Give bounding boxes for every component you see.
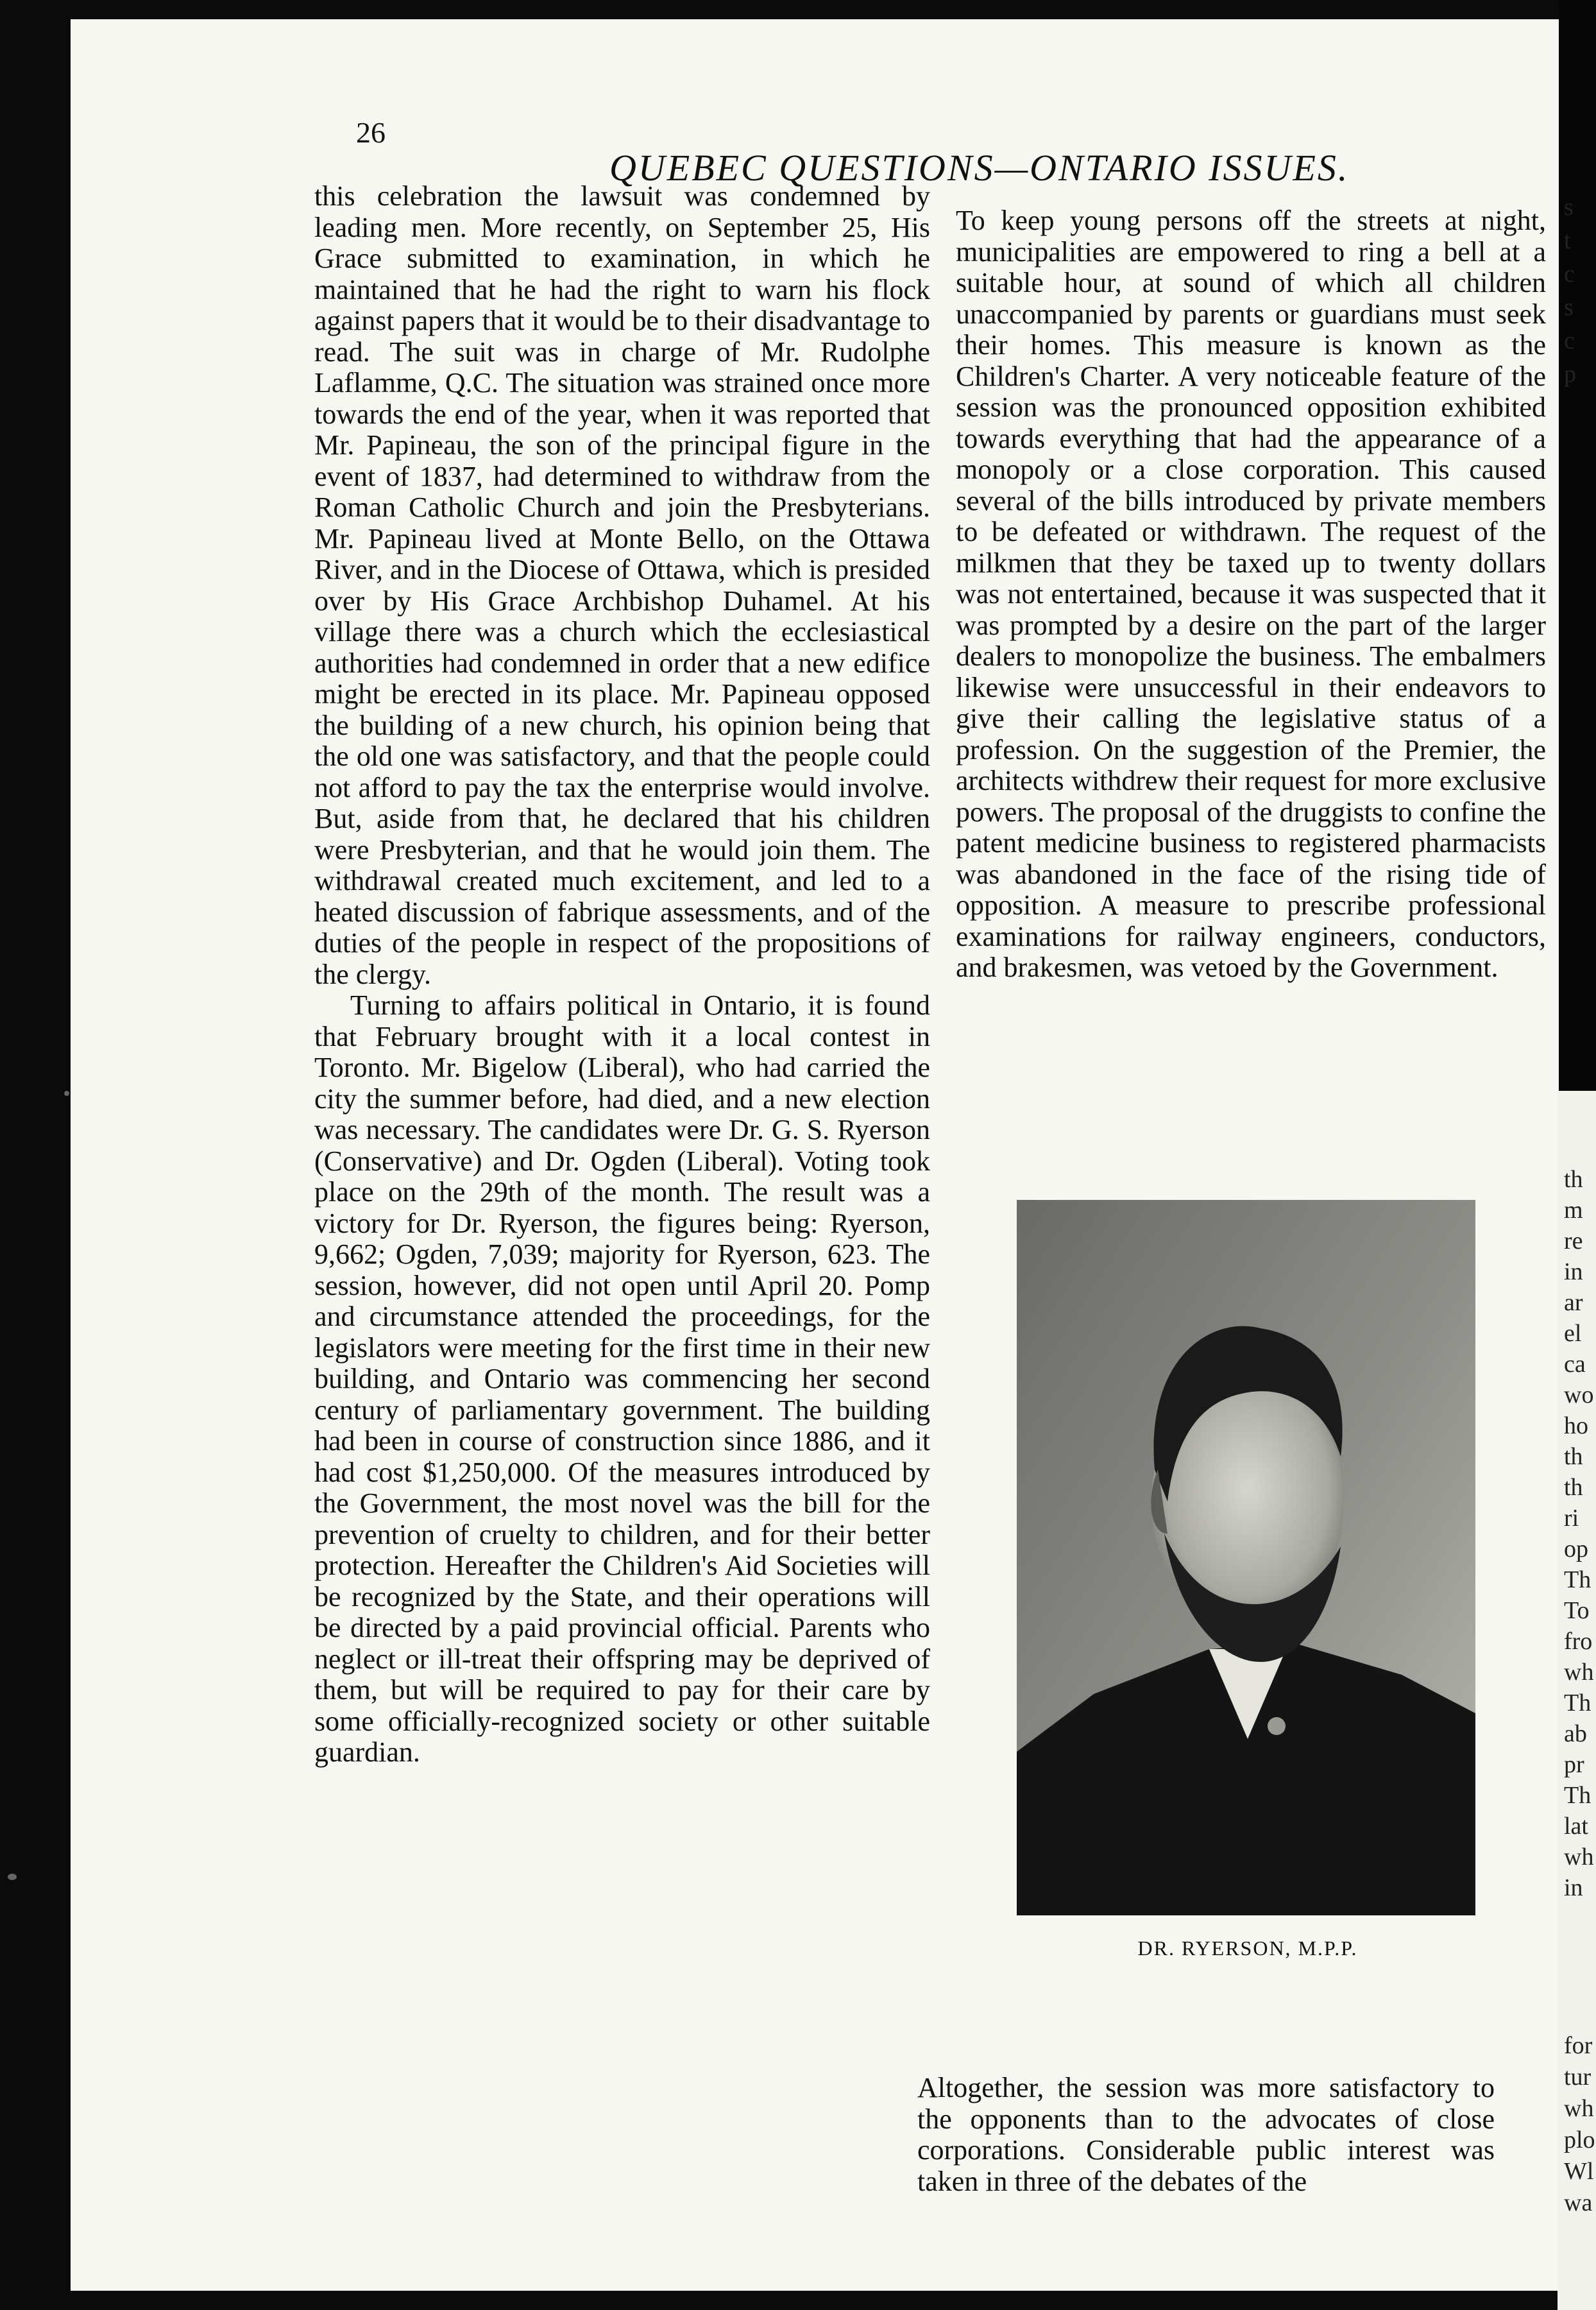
page-number: 26 — [356, 116, 386, 149]
adjacent-page-fragment: in — [1564, 1874, 1583, 1901]
adjacent-page-fragment: wa — [1564, 2189, 1593, 2216]
adjacent-page-fragment: wh — [1564, 1844, 1594, 1870]
adjacent-page-fragment: el — [1564, 1320, 1582, 1347]
adjacent-page-fragment: tur — [1564, 2064, 1592, 2091]
paragraph: Turning to affairs political in Ontario, it is found that February brought with it a local contest in Toronto. Mr. Bigelow (Liberal), who had carried the city the summer before, had died, and a new election was necessary. The candidates were Dr. G. S. Ryerson (Conservative) and Dr. Ogden (Liberal). Voting took place on the 29th of the month. The result was a victory for Dr. Ryerson, the figures being: Ryerson, 9,662; Ogden, 7,039; majority for Ryerson, 623. The session, however, did not open until April 20. Pomp and circumstance attended the proceedings, for the legislators were meeting for the first time in their new building, and Ontario was commencing her second century of parliamentary government. The building had been in course of construction since 1886, and it had cost $1,250,000. Of the measures introduced by the Government, the most novel was the bill for the prevention of cruelty to children, and for their better protection. Hereafter the Children's Aid Societies will be recognized by the State, and their operations will be directed by a paid provincial official. Parents who neglect or ill-treat their offspring may be deprived of them, but will be required to pay for their care by some officially-recognized society or other suitable guardian. — [314, 989, 930, 1768]
right-column-bottom — [917, 2073, 1495, 2284]
adjacent-page-fragment: plo — [1564, 2126, 1595, 2153]
adjacent-page-fragment: To — [1564, 1597, 1590, 1624]
left-column — [314, 181, 930, 2183]
adjacent-page-fragment: Th — [1564, 1782, 1592, 1809]
adjacent-page-fragment: s — [1564, 194, 1574, 221]
paragraph: To keep young persons off the streets at night, municipalities are empowered to ring a bell at a suitable hour, at sound of which all children unaccompanied by parents or guardians must seek their homes. This measure is known as the Children's Charter. A very noticeable feature of the session was the pronounced opposition exhibited towards everything that had the appearance of a monopoly or a close corporation. This caused several of the bills introduced by private members to be defeated or withdrawn. The request of the milkmen that they be taxed up to twenty dollars was not entertained, because it was suspected that it was prompted by a desire on the part of the larger dealers to monopolize the business. The embalmers likewise were unsuccessful in their endeavors to give their calling the legislative status of a profession. On the suggestion of the Premier, the architects withdrew their request for more exclusive powers. The proposal of the druggists to confine the patent medicine business to registered pharmacists was abandoned in the face of the rising tide of opposition. A measure to prescribe professional examinations for railway engineers, conductors, and brakesmen, was vetoed by the Government. — [956, 205, 1546, 983]
adjacent-page-fragment: c — [1564, 261, 1575, 287]
adjacent-page-fragment: c — [1564, 327, 1575, 354]
adjacent-page-fragment: lat — [1564, 1813, 1588, 1840]
adjacent-page-fragment: ri — [1564, 1505, 1579, 1532]
scan-speck — [8, 1874, 17, 1880]
adjacent-page-fragment: ab — [1564, 1720, 1587, 1747]
adjacent-page-fragment: ho — [1564, 1412, 1588, 1439]
adjacent-page-fragment: wh — [1564, 1659, 1594, 1686]
adjacent-page-fragment: for — [1564, 2032, 1593, 2059]
adjacent-page-fragment: re — [1564, 1228, 1583, 1254]
portrait-photo — [1017, 1200, 1475, 1915]
adjacent-page-fragment: Th — [1564, 1690, 1592, 1716]
adjacent-page-fragment: s — [1564, 294, 1574, 321]
adjacent-page-fragment: Th — [1564, 1566, 1592, 1593]
adjacent-page-fragment: fro — [1564, 1628, 1593, 1655]
adjacent-page-fragment: ar — [1564, 1289, 1583, 1316]
paragraph: Altogether, the session was more satisfactory to the opponents than to the advocates of close corporations. Considerable public interest was taken in three of the debates of the — [917, 2073, 1495, 2197]
adjacent-page-fragment: pr — [1564, 1751, 1584, 1778]
paragraph: this celebration the lawsuit was condemned by leading men. More recently, on September 25, His Grace submitted to examination, in which he maintained that he had the right to warn his flock against papers that it would be to their disadvantage to read. The suit was in charge of Mr. Rudolphe Laflamme, Q.C. The situation was strained once more towards the end of the year, when it was reported that Mr. Papineau, the son of the principal figure in the event of 1837, had determined to withdraw from the Roman Catholic Church and join the Presbyterians. Mr. Papineau lived at Monte Bello, on the Ottawa River, and in the Diocese of Ottawa, which is presided over by His Grace Archbishop Duhamel. At his village there was a church which the ecclesiastical authorities had condemned in order that a new edifice might be erected in its place. Mr. Papineau opposed the building of a new church, his opinion being that the old one was satisfactory, and that the people could not afford to pay the tax the enterprise would involve. But, aside from that, he declared that his children were Presbyterian, and that he would join them. The withdrawal created much excitement, and led to a heated discussion of fabrique assessments, and of the duties of the people in respect of the propositions of the clergy. — [314, 181, 930, 990]
adjacent-page-fragment: wh — [1564, 2095, 1594, 2122]
adjacent-page-fragment: wo — [1564, 1382, 1594, 1408]
adjacent-page-fragment: ca — [1564, 1351, 1586, 1378]
adjacent-page-fragment: op — [1564, 1536, 1588, 1562]
running-head: QUEBEC QUESTIONS—ONTARIO ISSUES. — [609, 147, 1350, 189]
portrait-image — [1017, 1200, 1475, 1915]
adjacent-page-fragment: in — [1564, 1258, 1583, 1285]
adjacent-page-fragment: t — [1564, 227, 1571, 254]
adjacent-page-fragment: th — [1564, 1443, 1583, 1470]
right-column-top — [956, 205, 1546, 1136]
adjacent-page-fragment: m — [1564, 1197, 1583, 1224]
adjacent-page-fragment: p — [1564, 361, 1576, 388]
figure-caption: DR. RYERSON, M.P.P. — [1137, 1937, 1358, 1960]
scan-speck — [64, 1091, 69, 1096]
adjacent-page-fragment: Wl — [1564, 2158, 1594, 2185]
adjacent-page-fragment: th — [1564, 1166, 1583, 1193]
adjacent-page-fragment: th — [1564, 1474, 1583, 1501]
